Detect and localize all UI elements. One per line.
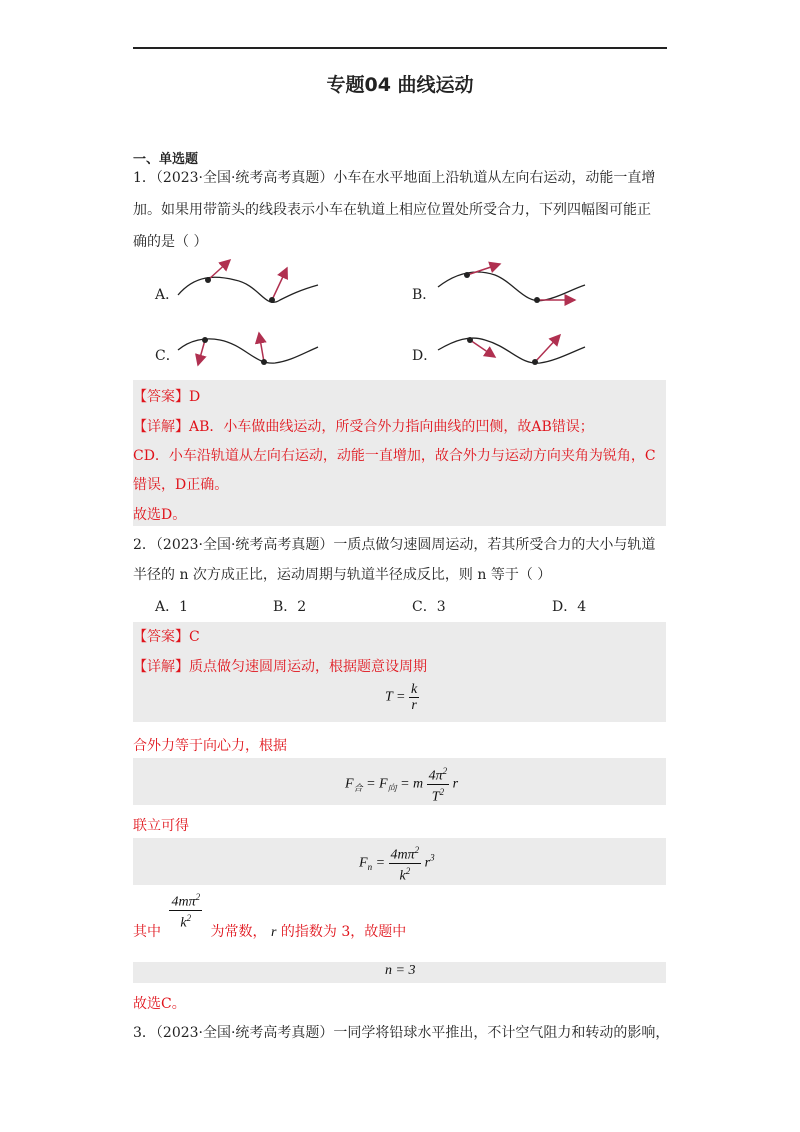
q2-equation-force-block <box>133 758 666 805</box>
q1-option-c-label: C． <box>155 348 180 364</box>
q2-answer-block <box>133 622 666 722</box>
q1-detail-3: 错误，D正确。 <box>133 477 229 493</box>
q3-line-1: 3．（2023·全国·统考高考真题）一同学将铅球水平推出，不计空气阻力和转动的影响， <box>133 1025 670 1041</box>
q1-option-c-diagram <box>175 325 325 370</box>
q2-equation-combined-block <box>133 838 666 885</box>
q1-option-b-label: B． <box>412 287 437 303</box>
q2-text-3: 联立可得 <box>133 818 189 834</box>
q1-answer-block <box>133 380 666 526</box>
q1-answer: 【答案】D <box>133 389 201 405</box>
q1-option-a-label: A． <box>155 287 180 303</box>
q1-detail-4: 故选D。 <box>133 507 187 523</box>
q1-line-3: 确的是（ ） <box>133 234 208 250</box>
q1-line-2: 加。如果用带箭头的线段表示小车在轨道上相应位置处所受合力，下列四幅图可能正 <box>133 202 651 218</box>
q2-text-4: 其中 $\frac{4m\pi^2}{k^2}$ 为常数， r 的指数为 3，故题中 <box>133 892 407 941</box>
q2-choice-b: B．2 <box>273 599 307 615</box>
q2-conclusion: 故选C。 <box>133 996 186 1012</box>
q2-choice-d: D．4 <box>552 599 587 615</box>
q2-text-2: 合外力等于向心力，根据 <box>133 738 287 754</box>
q2-equation-result: n = 3 <box>385 963 416 978</box>
q2-line-2: 半径的 n 次方成正比，运动周期与轨道半径成反比，则 n 等于（ ） <box>133 567 552 583</box>
q1-option-a-diagram <box>175 255 325 310</box>
q1-line-1: 1．（2023·全国·统考高考真题）小车在水平地面上沿轨道从左向右运动，动能一直增 <box>133 170 656 186</box>
section-heading: 一、单选题 <box>133 152 199 167</box>
q2-equation-combined: $F_n$ = $\frac{4m\pi^2}{k^2}$ $r^3$ <box>359 845 435 884</box>
q2-choice-a: A．1 <box>155 599 189 615</box>
q1-option-d-diagram <box>435 325 590 370</box>
q2-equation-period: T = $\frac{k}{r}$ <box>385 682 418 713</box>
q1-detail-2: CD．小车沿轨道从左向右运动，动能一直增加，故合外力与运动方向夹角为锐角，C <box>133 448 656 464</box>
q1-option-b-diagram <box>435 255 590 310</box>
q2-equation-force: $F_合 = F_向 = m$ $\frac{4\pi^2}{T^2}$ r <box>345 766 459 805</box>
q2-answer: 【答案】C <box>133 629 200 645</box>
q1-detail-1: 【详解】AB．小车做曲线运动，所受合外力指向曲线的凹侧，故AB错误； <box>133 419 594 435</box>
q2-equation-result-block <box>133 962 666 983</box>
q2-choice-c: C．3 <box>412 599 446 615</box>
q1-option-d-label: D． <box>412 348 438 364</box>
q2-line-1: 2．（2023·全国·统考高考真题）一质点做匀速圆周运动，若其所受合力的大小与轨道 <box>133 537 656 553</box>
top-rule <box>133 47 667 49</box>
page-title: 专题04 曲线运动 <box>326 74 474 96</box>
q2-detail-1: 【详解】质点做匀速圆周运动，根据题意设周期 <box>133 659 427 675</box>
